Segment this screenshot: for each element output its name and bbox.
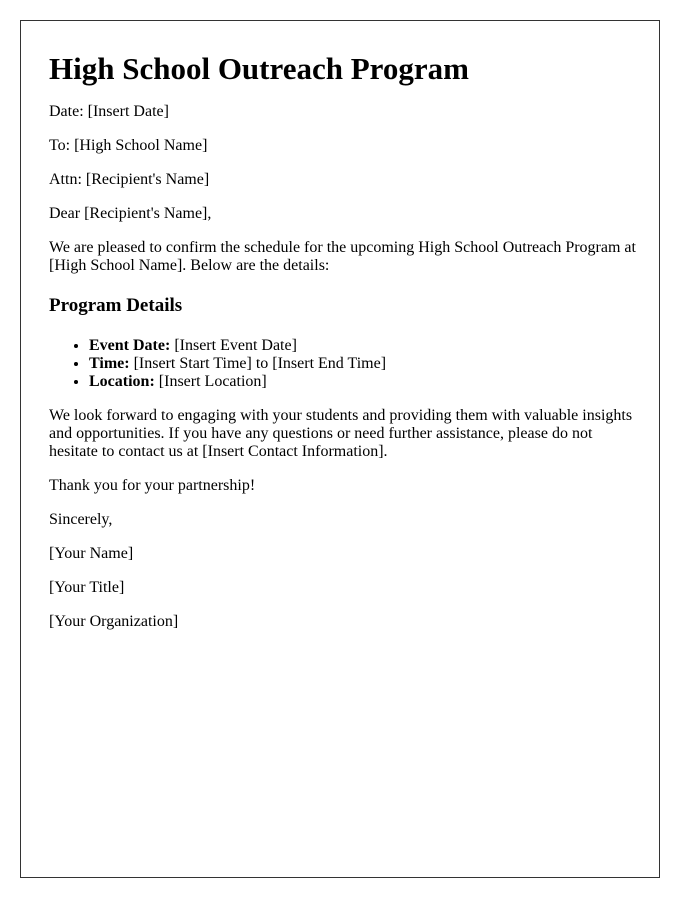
to-line: To: [High School Name] (49, 137, 208, 154)
detail-value: [Insert Event Date] (170, 337, 297, 354)
detail-item-location (89, 373, 639, 391)
signature-title: [Your Title] (49, 579, 125, 596)
detail-label: Event Date: (89, 337, 171, 354)
body-paragraph: We look forward to engaging with your students and providing them with valuable insights and opportunities. If you have any questions or need further assistance, please do not hesitate to contact us at [Insert Contact Information]. (49, 407, 633, 460)
detail-label: Location: (89, 373, 155, 390)
letter-content (49, 49, 639, 647)
thanks-line: Thank you for your partnership! (49, 477, 256, 494)
details-heading: Program Details (49, 295, 183, 316)
detail-value: [Insert Location] (154, 373, 267, 390)
detail-value: [Insert Start Time] to [Insert End Time] (129, 355, 387, 372)
salutation: Dear [Recipient's Name], (49, 205, 212, 222)
signature-org: [Your Organization] (49, 613, 179, 630)
signature-name: [Your Name] (49, 545, 134, 562)
detail-item-event-date (89, 337, 639, 355)
closing-line: Sincerely, (49, 511, 113, 528)
detail-item-time (89, 355, 639, 373)
attn-line: Attn: [Recipient's Name] (49, 171, 210, 188)
detail-label: Time: (89, 355, 130, 372)
letter-title: High School Outreach Program (49, 51, 469, 86)
date-line: Date: [Insert Date] (49, 103, 169, 120)
letter-page (20, 20, 660, 878)
details-list (49, 337, 639, 391)
intro-paragraph: We are pleased to confirm the schedule for the upcoming High School Outreach Program at [High School Name]. Below are the details: (49, 239, 636, 274)
